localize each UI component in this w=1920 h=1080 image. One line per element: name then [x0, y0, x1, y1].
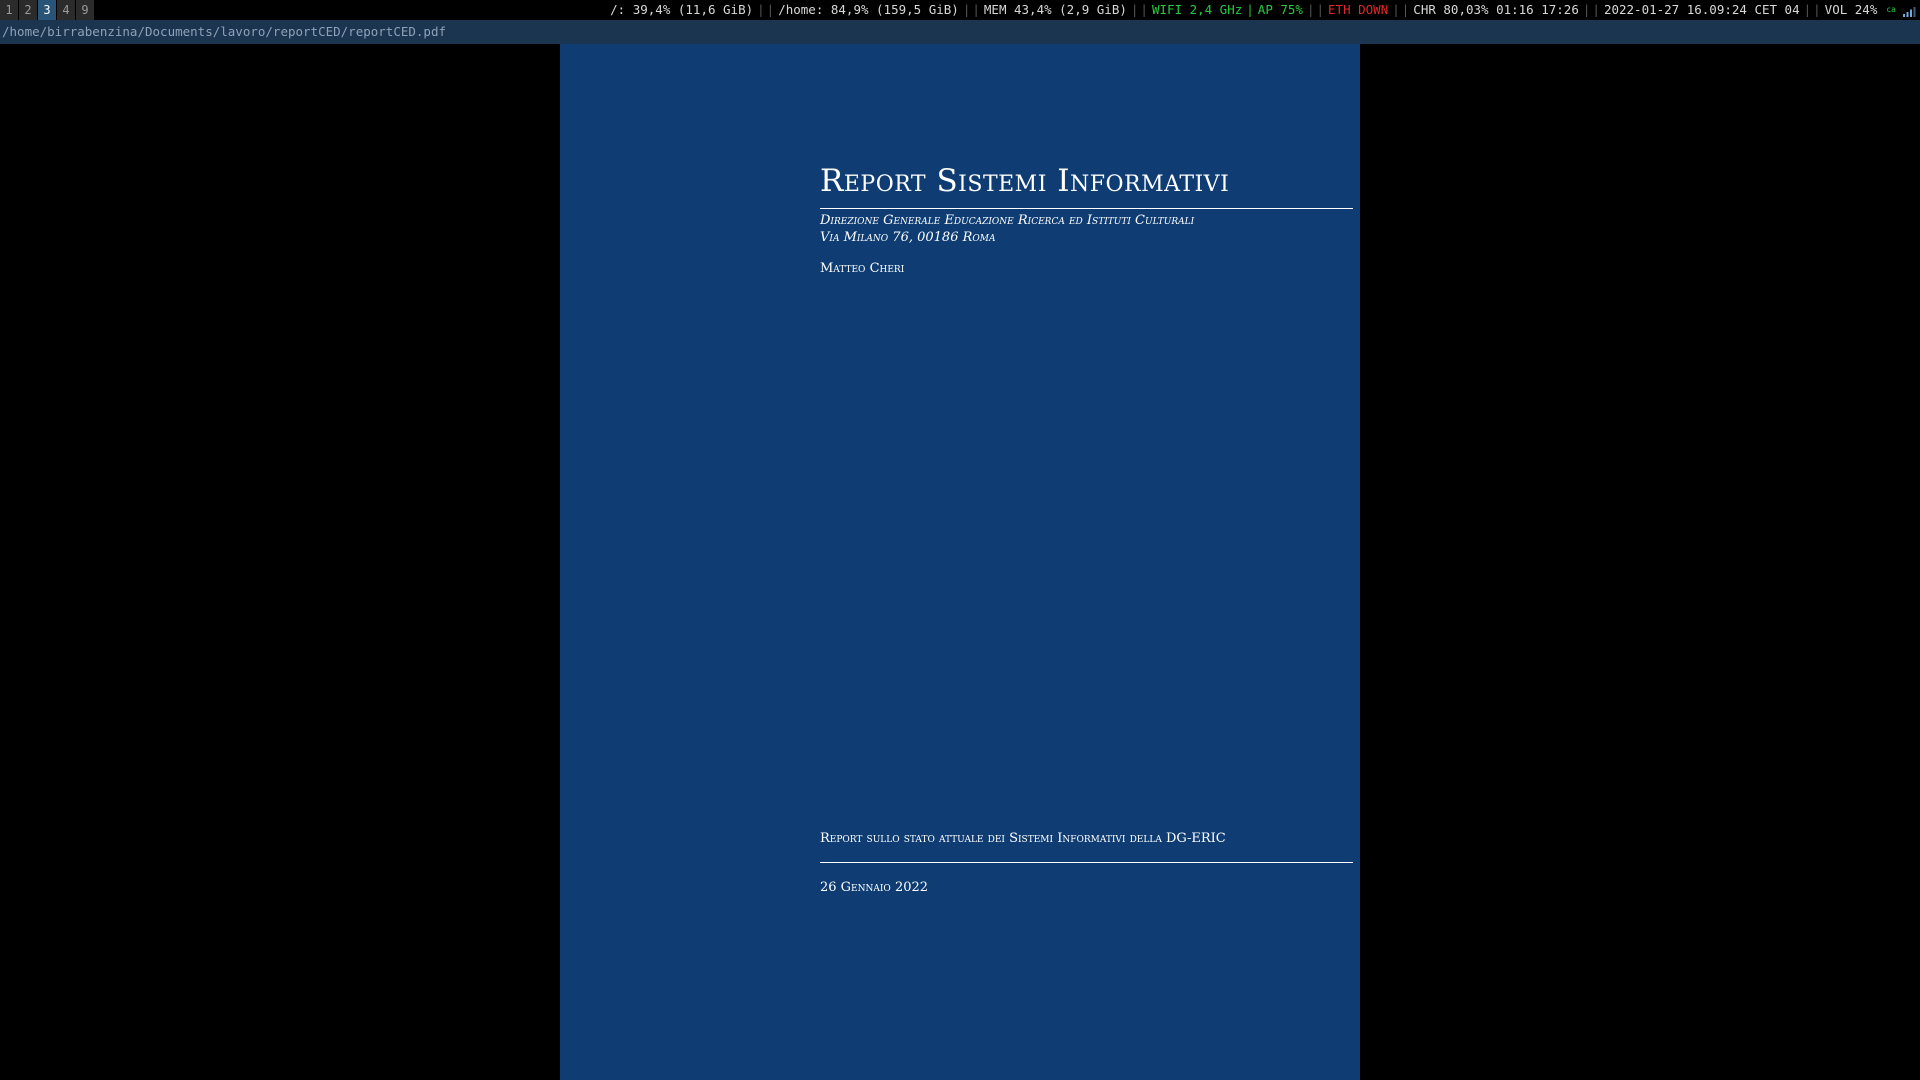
document-date: 26 Gennaio 2022 — [820, 880, 929, 895]
workspace-button-3[interactable]: 3 — [38, 0, 56, 20]
disk-home-status: /home: 84,9% (159,5 GiB) — [778, 2, 959, 17]
document-viewer[interactable] — [0, 44, 1920, 1080]
memory-status: MEM 43,4% (2,9 GiB) — [983, 2, 1127, 17]
document-subtitle: Report sullo stato attuale dei Sistemi Informativi della DG-ERIC — [820, 831, 1226, 846]
separator: | — [757, 2, 765, 17]
separator: | — [1392, 2, 1400, 17]
workspace-button-1[interactable]: 1 — [0, 0, 18, 20]
subtitle-rule — [820, 862, 1353, 863]
separator: | — [1306, 2, 1315, 17]
separator: | — [962, 2, 971, 17]
workspace-button-2[interactable]: 2 — [19, 0, 37, 20]
workspace-button-9[interactable]: 9 — [76, 0, 94, 20]
separator: | — [1130, 2, 1139, 17]
organization-address: Via Milano 76, 00186 Roma — [820, 230, 996, 245]
battery-status: CHR 80,03% 01:16 17:26 — [1413, 2, 1579, 17]
wifi-ap-status: AP 75% — [1257, 2, 1303, 17]
separator: | — [1140, 2, 1148, 17]
workspace-button-4[interactable]: 4 — [57, 0, 75, 20]
wifi-status: WIFI 2,4 GHz — [1151, 2, 1243, 17]
file-path-bar: /home/birrabenzina/Documents/lavoro/reportCED/reportCED.pdf — [0, 20, 1920, 44]
pdf-page[interactable] — [560, 44, 1360, 1080]
title-rule — [820, 208, 1353, 209]
ethernet-status: ETH DOWN — [1328, 2, 1389, 17]
workspace-switcher — [0, 0, 95, 20]
separator: | — [1592, 2, 1600, 17]
signal-bars-icon[interactable] — [1902, 4, 1916, 16]
separator: | — [972, 2, 980, 17]
separator: | — [1582, 2, 1591, 17]
disk-root-status: /: 39,4% (11,6 GiB) — [610, 2, 754, 17]
separator: | — [1316, 2, 1325, 17]
network-tray-icon[interactable]: ca — [1886, 5, 1896, 14]
separator: | — [766, 2, 775, 17]
separator: | — [1813, 2, 1821, 17]
datetime-status: 2022-01-27 16.09:24 CET 04 — [1603, 2, 1800, 17]
volume-status[interactable]: VOL 24% — [1824, 2, 1878, 17]
separator: | — [1803, 2, 1812, 17]
separator: | — [1401, 2, 1410, 17]
separator: | — [1246, 2, 1254, 17]
organization-name: Direzione Generale Educazione Ricerca ed Istituti Culturali — [820, 213, 1195, 228]
status-bar — [0, 0, 1920, 20]
document-author: Matteo Cheri — [820, 261, 905, 276]
document-title: Report Sistemi Informativi — [820, 163, 1230, 199]
status-blocks — [607, 0, 1920, 20]
